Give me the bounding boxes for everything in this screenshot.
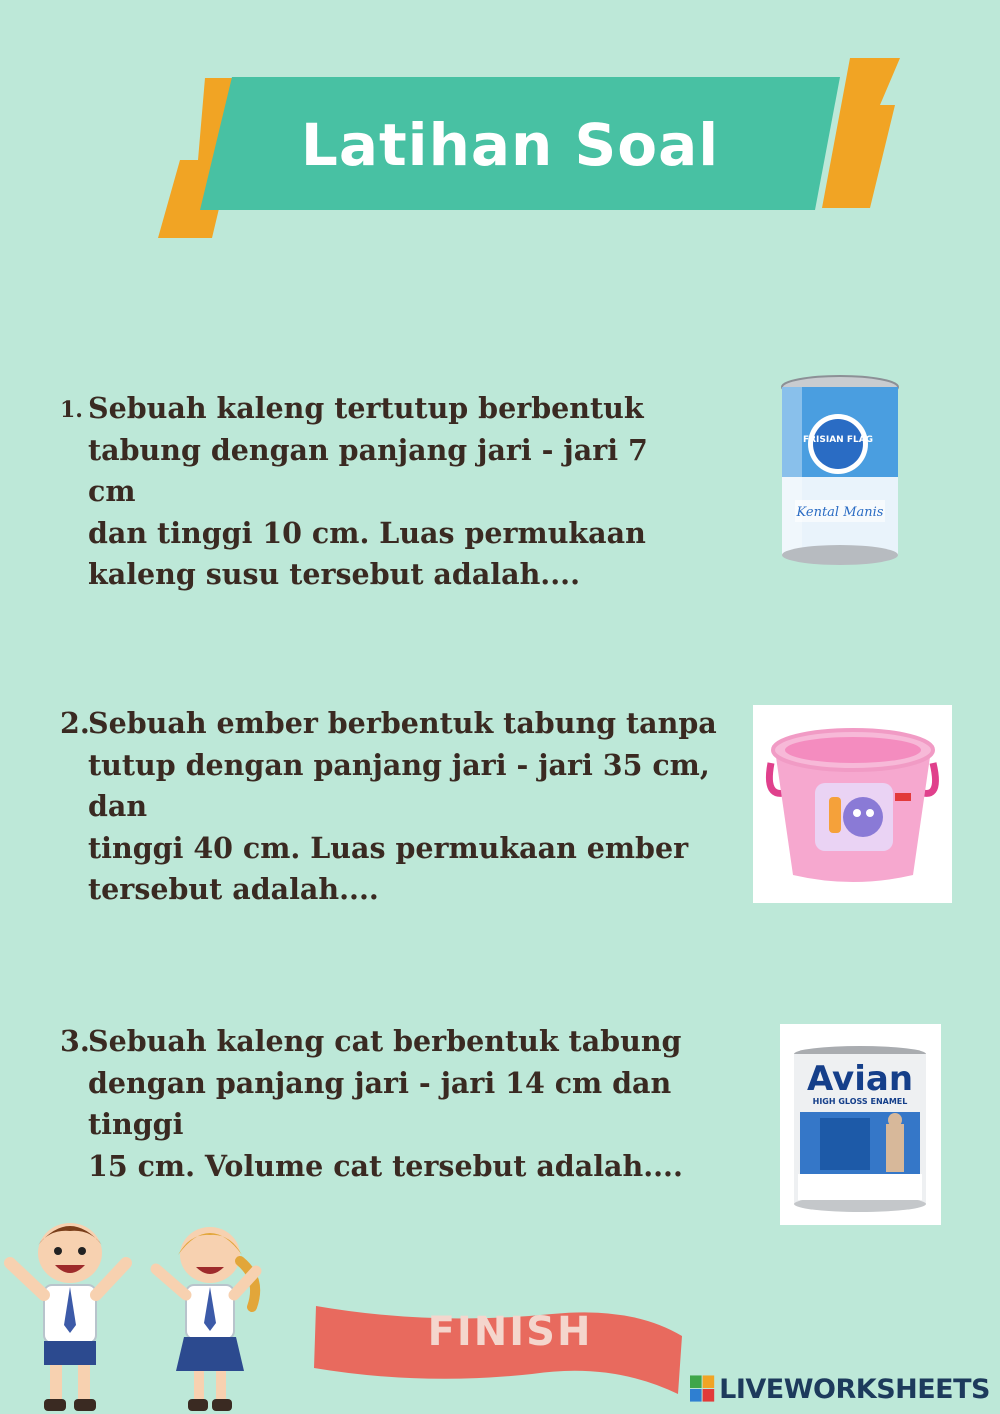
pink-bucket-image xyxy=(753,705,952,903)
liveworksheets-brand xyxy=(690,1372,990,1406)
paint-label: HIGH GLOSS ENAMEL xyxy=(812,1097,908,1106)
liveworksheets-logo-icon xyxy=(690,1375,715,1403)
question-text: Sebuah kaleng cat berbentuk tabung dengan panjang jari - jari 14 cm dan tinggi 15 cm. Volume cat tersebut adalah.... xyxy=(88,1024,683,1183)
question-number: 3. xyxy=(60,1024,90,1058)
students-illustration xyxy=(0,1215,270,1414)
question-number: 2. xyxy=(60,706,90,740)
question-text: Sebuah ember berbentuk tabung tanpa tutup dengan panjang jari - jari 35 cm, dan tinggi 40 cm. Luas permukaan ember tersebut adalah.... xyxy=(88,706,717,906)
paint-can-image xyxy=(780,1024,941,1225)
page-title: Latihan Soal xyxy=(300,111,720,179)
can-label: Kental Manis xyxy=(796,505,884,520)
finish-button[interactable]: FINISH xyxy=(427,1309,593,1355)
question-number: 1. xyxy=(60,397,83,423)
question-2 xyxy=(60,703,740,911)
brand-text: LIVEWORKSHEETS xyxy=(719,1373,990,1405)
can-brand: FRISIAN FLAG xyxy=(802,435,874,445)
question-3 xyxy=(60,1021,740,1187)
question-text: Sebuah kaleng tertutup berbentuk tabung dengan panjang jari - jari 7 cm dan tinggi 10 cm. Luas permukaan kaleng susu tersebut adalah.... xyxy=(88,391,648,591)
question-1 xyxy=(60,388,700,596)
condensed-milk-can-image xyxy=(775,372,905,570)
paint-brand: Avian xyxy=(806,1059,914,1099)
